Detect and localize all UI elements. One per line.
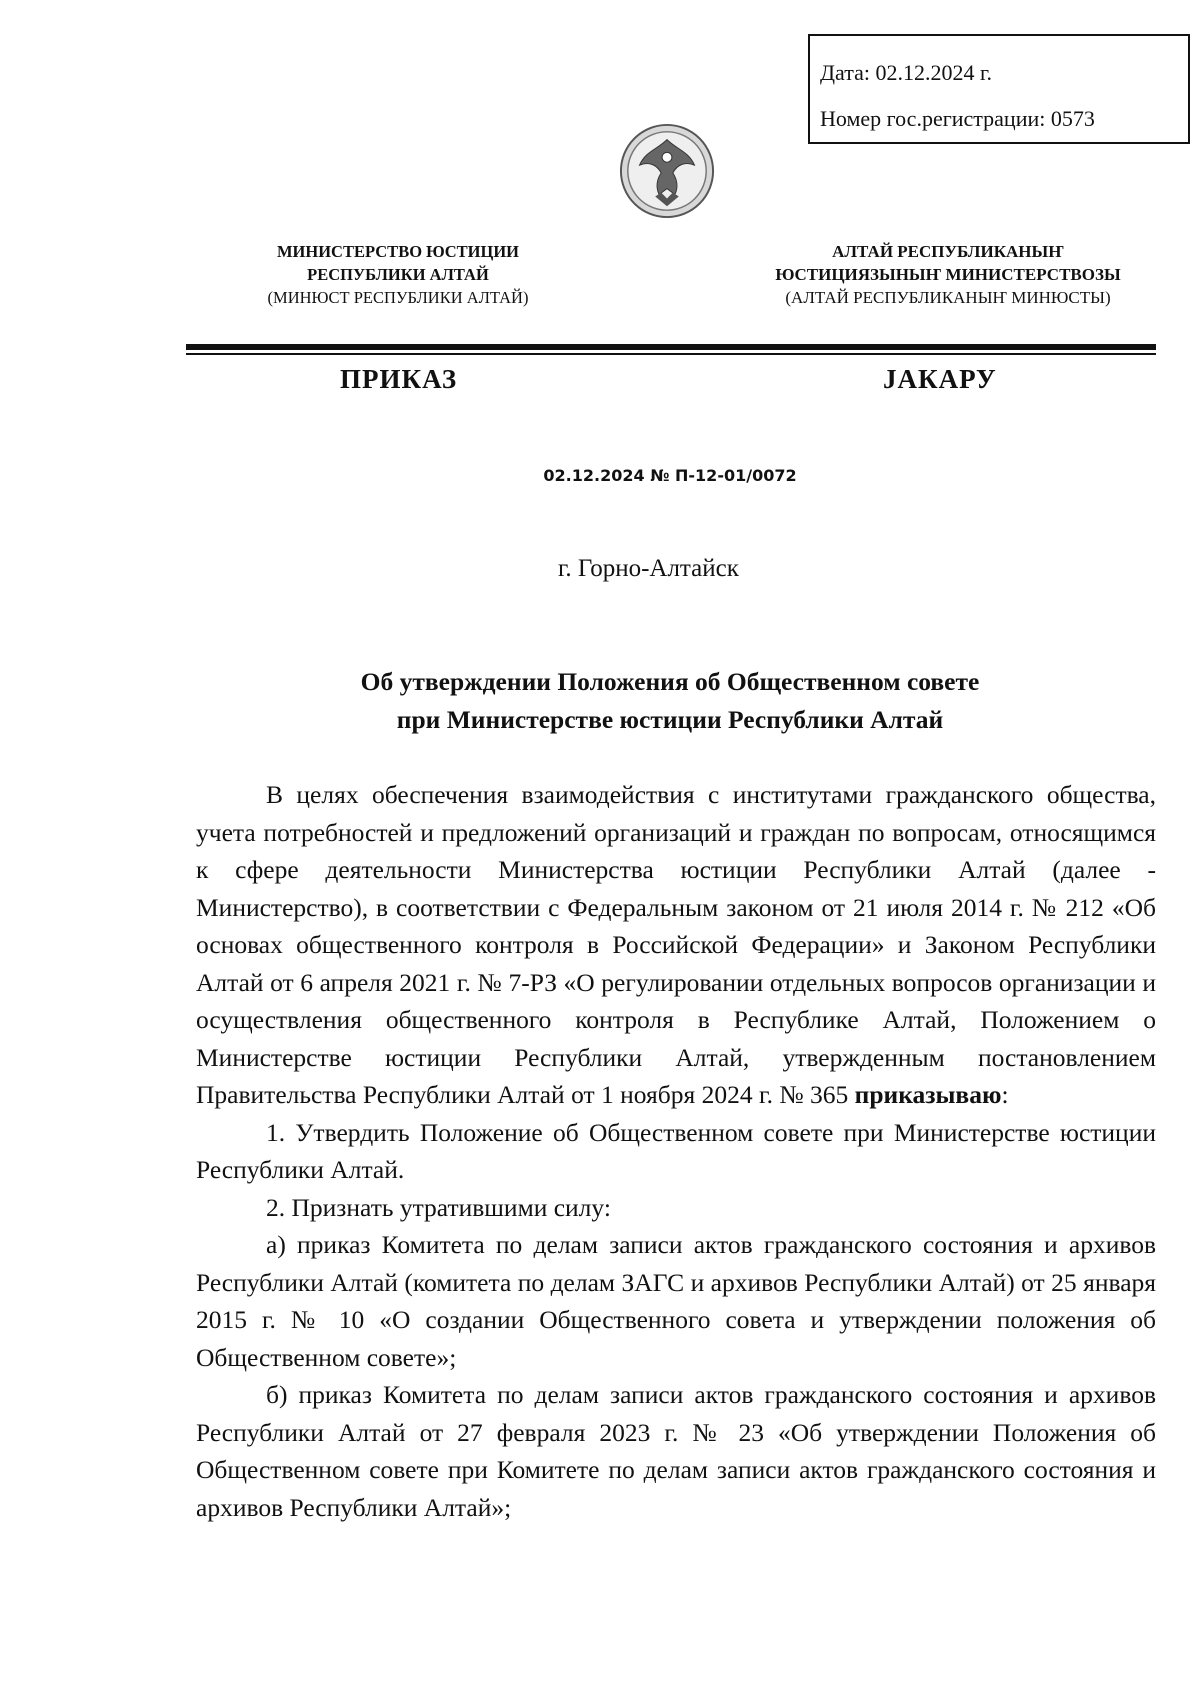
order-number: 02.12.2024 № П-12-01/0072 (543, 466, 797, 485)
preamble-text: В целях обеспечения взаимодействия с институтами гражданского общества, учета потребностей и предложений организаций и граждан по вопросам, относящимся к сфере деятельности Министерства юстиции Республики Алтай (далее - Министерство), в соответствии с Федеральным законом от 21 июля 2014 г. № 212 «Об основах общественного контроля в Российской Федерации» и Законом Республики Алтай от 6 апреля 2021 г. № 7-РЗ «О регулировании отдельных вопросов организации и осуществления общественного контроля в Республике Алтай, Положением о Министерстве юстиции Республики Алтай, утвержденным постановлением Правительства Республики Алтай от 1 ноября 2024 г. № 365 (196, 780, 1156, 1109)
item-1: 1. Утвердить Положение об Общественном совете при Министерстве юстиции Республики Алтай. (196, 1117, 1156, 1184)
registration-number-row (820, 96, 1188, 142)
registration-number-label: Номер гос.регистрации: (820, 106, 1046, 131)
ministry-alt-line3: (АЛТАЙ РЕСПУБЛИКАНЫҤ МИНЮСТЫ) (785, 288, 1111, 307)
ministry-name-altai (738, 240, 1158, 309)
ministry-name-russian (238, 240, 558, 309)
order-city: г. Горно-Алтайск (558, 555, 739, 582)
coat-of-arms-icon (618, 122, 716, 220)
registration-box (808, 34, 1190, 144)
document-title-line2: при Министерстве юстиции Республики Алтай (396, 705, 944, 734)
registration-number-value: 0573 (1050, 106, 1095, 131)
item-2a: а) приказ Комитета по делам записи актов гражданского состояния и архивов Республики Алтай (комитета по делам ЗАГС и архивов Республики Алтай) от 25 января 2015 г. № 10 «О создании Общественного совета и утверждении положения об Общественном совете»; (196, 1230, 1156, 1372)
document-title (190, 663, 1150, 739)
preamble-bold-word: приказываю (854, 1080, 1002, 1109)
ministry-alt-line2: ЮСТИЦИЯЗЫНЫҤ МИНИСТЕРСТВОЗЫ (775, 265, 1121, 284)
item-2: 2. Признать утратившими силу: (266, 1192, 611, 1222)
item-2b: б) приказ Комитета по делам записи актов гражданского состояния и архивов Республики Алтай от 27 февраля 2023 г. № 23 «Об утверждении Положения об Общественном совете при Комитете по делам записи актов гражданского состояния и архивов Республики Алтай»; (196, 1380, 1156, 1522)
document-body (196, 776, 1156, 1526)
ministry-ru-line3: (МИНЮСТ РЕСПУБЛИКИ АЛТАЙ) (267, 288, 529, 307)
order-title-russian: ПРИКАЗ (340, 364, 458, 394)
preamble-end: : (1001, 1080, 1009, 1109)
header-divider-thick (186, 344, 1156, 350)
order-title-altai: JАКАРУ (883, 364, 997, 394)
preamble-paragraph (196, 776, 1156, 1114)
registration-date-value: 02.12.2024 г. (875, 60, 993, 85)
ministry-alt-line1: АЛТАЙ РЕСПУБЛИКАНЫҤ (832, 242, 1064, 261)
registration-date-row (820, 50, 1188, 96)
ministry-ru-line1: МИНИСТЕРСТВО ЮСТИЦИИ (276, 242, 519, 261)
header-divider-thin (186, 353, 1156, 355)
document-title-line1: Об утверждении Положения об Общественном совете (360, 667, 980, 696)
registration-date-label: Дата: (820, 60, 870, 85)
ministry-ru-line2: РЕСПУБЛИКИ АЛТАЙ (307, 265, 489, 284)
